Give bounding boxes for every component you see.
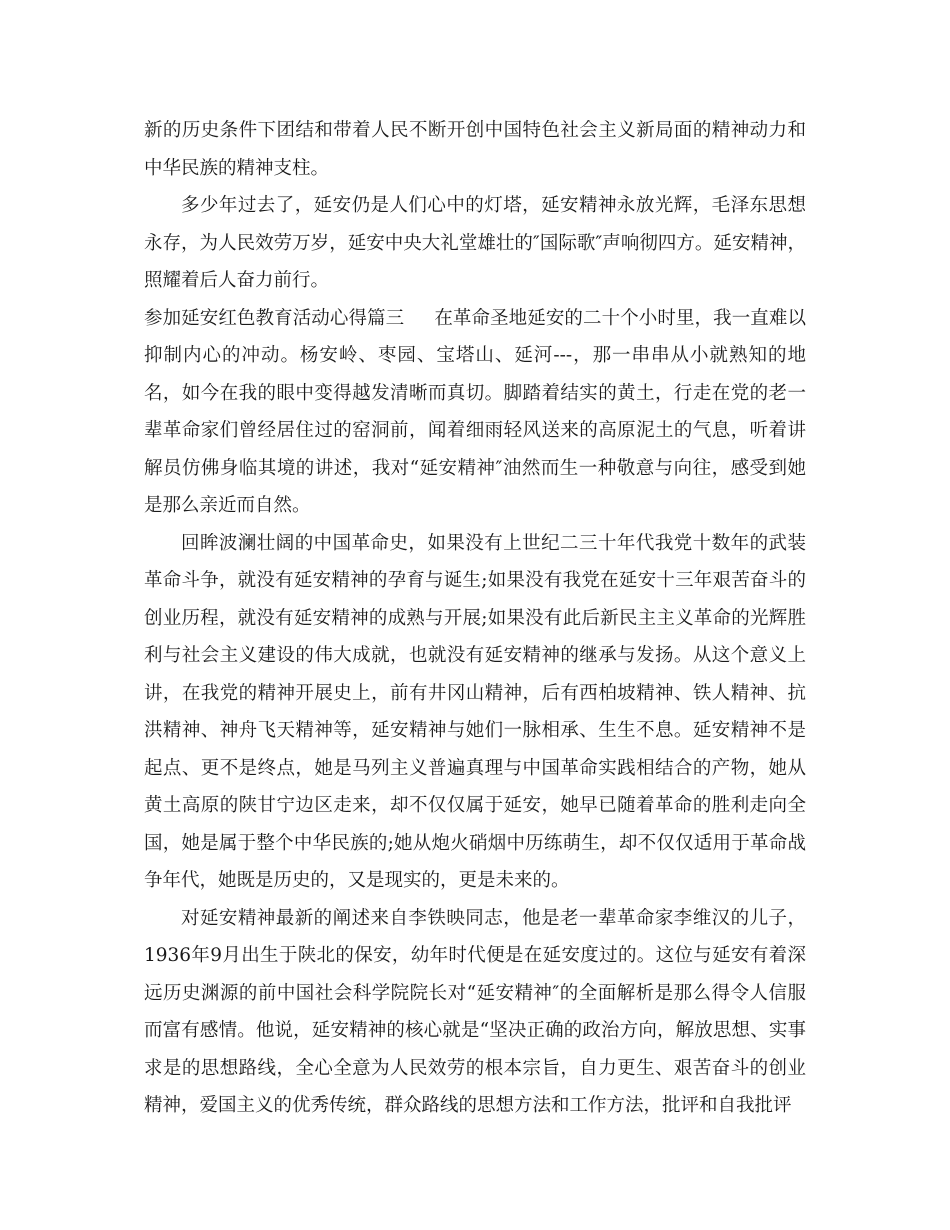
- section-paragraph: [144, 300, 806, 525]
- paragraph-revolution-history: 回眸波澜壮阔的中国革命史，如果没有上世纪二三十年代我党十数年的武装革命斗争，就没有延安精神的孕育与诞生;如果没有我党在延安十三年艰苦奋斗的创业历程，就没有延安精神的成熟与开展;如果没有此后新民主主义革命的光辉胜利与社会主义建设的伟大成就，也就没有延安精神的继承与发扬。从这个意义上讲，在我党的精神开展史上，前有井冈山精神，后有西柏坡精神、铁人精神、抗洪精神、神舟飞天精神等，延安精神与她们一脉相承、生生不息。延安精神不是起点、更不是终点，她是马列主义普遍真理与中国革命实践相结合的产物，她从黄土高原的陕甘宁边区走来，却不仅仅属于延安，她早已随着革命的胜利走向全国，她是属于整个中华民族的;她从炮火硝烟中历练萌生，却不仅仅适用于革命战争年代，她既是历史的，又是现实的，更是未来的。: [144, 532, 806, 891]
- section-heading: 参加延安红色教育活动心得篇三: [144, 307, 405, 329]
- document-body: [144, 112, 806, 1125]
- paragraph-continuation: 新的历史条件下团结和带着人民不断开创中国特色社会主义新局面的精神动力和中华民族的精神支柱。: [144, 120, 806, 179]
- section-body-text: 在革命圣地延安的二十个小时里，我一直难以抑制内心的冲动。杨安岭、枣园、宝塔山、延河---，那一串串从小就熟知的地名，如今在我的眼中变得越发清晰而真切。脚踏着结实的黄土，行走在党的老一辈革命家们曾经居住过的窑洞前，闻着细雨轻风送来的高原泥土的气息，听着讲解员仿佛身临其境的讲述，我对“延安精神″油然而生一种敬意与向往，感受到她是那么亲近而自然。: [144, 307, 806, 516]
- paragraph-li-tieying: 对延安精神最新的阐述来自李铁映同志，他是老一辈革命家李维汉的儿子，1936年9月出生于陕北的保安，幼年时代便是在延安度过的。这位与延安有着深远历史渊源的前中国社会科学院院长对“延安精神″的全面解析是那么得令人信服而富有感情。他说，延安精神的核心就是“坚决正确的政治方向，解放思想、实事求是的思想路线，全心全意为人民效劳的根本宗旨，自力更生、艰苦奋斗的创业精神，爱国主义的优秀传统，群众路线的思想方法和工作方法，批评和自我批评: [144, 907, 806, 1116]
- paragraph-yanan-lighthouse: 多少年过去了，延安仍是人们心中的灯塔，延安精神永放光辉，毛泽东思想永存，为人民效劳万岁，延安中央大礼堂雄壮的″国际歌″声响彻四方。延安精神，照耀着后人奋力前行。: [144, 195, 806, 291]
